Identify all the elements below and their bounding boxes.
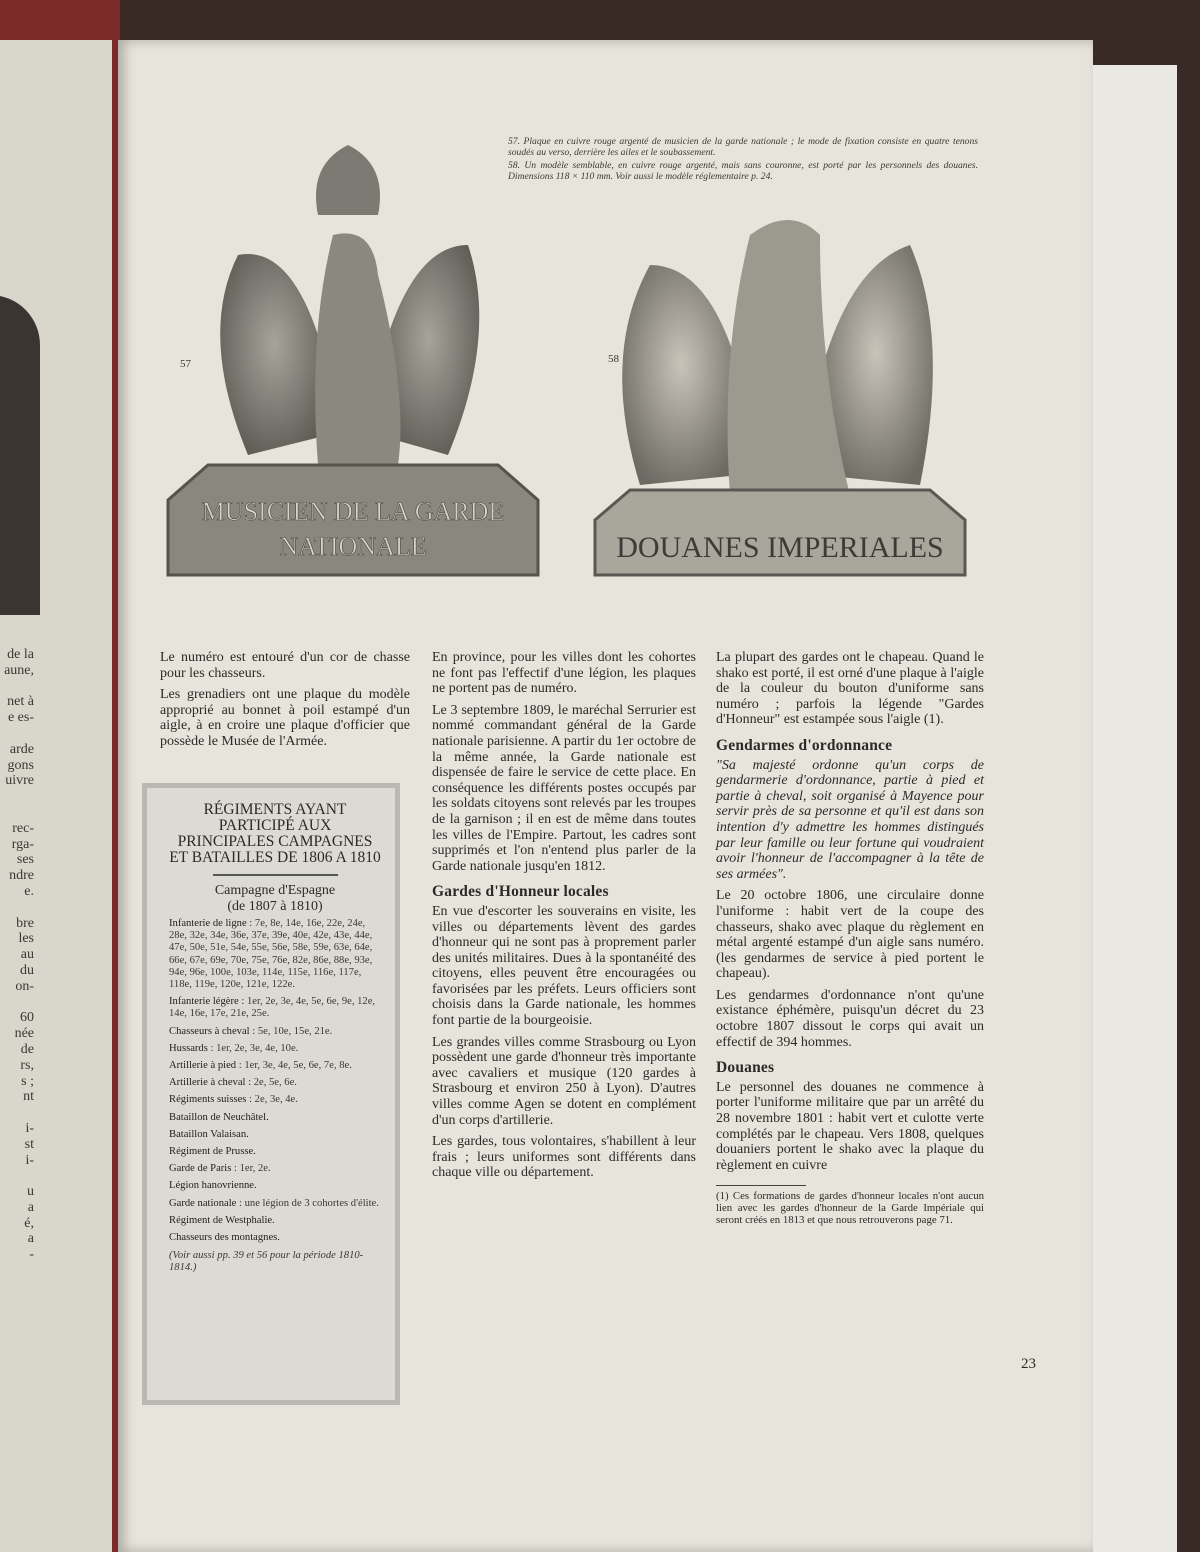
text-fragment: uivre — [5, 773, 34, 789]
regiment-entry — [169, 1043, 381, 1055]
entry-value: : 2e, 3e, 4e. — [246, 1094, 298, 1106]
entry-value: : 1er, 3e, 4e, 5e, 6e, 7e, 8e. — [236, 1060, 352, 1072]
entry-label: Légion hanovrienne. — [169, 1180, 257, 1192]
regiments-sidebar-box — [142, 783, 400, 1405]
text-fragment — [0, 789, 34, 805]
regiment-entry — [169, 996, 381, 1020]
paragraph: Les gardes, tous volontaires, s'habillent à leur frais ; leurs uniformes sont différents dans chaque ville ou département. — [432, 1134, 696, 1181]
entry-label: Bataillon Valaisan. — [169, 1128, 249, 1140]
crown-shape — [316, 145, 380, 215]
regiment-entry — [169, 1146, 381, 1158]
figure-number-58: 58 — [608, 353, 619, 365]
text-fragment: aune, — [4, 662, 34, 678]
text-fragment: arde — [9, 741, 34, 757]
paragraph: Le personnel des douanes ne commence à porter l'uniforme militaire que par un arrêté du 28 novembre 1801 : habit vert et culotte verte complétés par le chapeau. Vers 1808, quelques douaniers portent le shako avec la plaque du règlement en cuivre — [716, 1079, 984, 1173]
right-page — [118, 40, 1093, 1552]
entry-value: : 1er, 2e, 3e, 4e, 10e. — [207, 1042, 299, 1054]
plaque-57-image — [158, 135, 543, 585]
text-fragment: née — [14, 1026, 34, 1042]
text-fragment: gons — [7, 757, 34, 773]
entry-label: Garde nationale — [169, 1197, 237, 1209]
left-page-photo — [0, 295, 40, 615]
entry-value: : une légion de 3 cohortes d'élite. — [236, 1197, 379, 1209]
entry-value: : 5e, 10e, 15e, 21e. — [249, 1025, 333, 1037]
regiment-entry — [169, 1060, 381, 1072]
text-fragment: rs, — [20, 1057, 34, 1073]
text-fragment: ses — [16, 852, 34, 868]
regiment-entry — [169, 1180, 381, 1192]
entry-label: Artillerie à pied — [169, 1060, 237, 1072]
text-fragment: nt — [23, 1089, 34, 1105]
figure-caption — [508, 137, 978, 185]
paragraph: Le 3 septembre 1809, le maréchal Serrurier est nommé commandant général de la Garde nationale parisienne. A partir du 1er octobre de la même année, la Garde nationale est dispensée de faire le service de cette place. En conséquence les différents postes occupés par les soldats citoyens sont relevés par les troupes de la garnison ; il en est de même dans toutes les villes de l'Empire. Partout, les cadres sont supprimés et l'on n'entend plus parler de la Garde nationale jusqu'en 1812. — [432, 702, 696, 874]
text-fragment: i- — [25, 1120, 34, 1136]
entry-value: : 1er, 2e, 3e, 4e, 5e, 6e, 9e, 12e, 14e, 16e, 17e, 21e, 25e. — [169, 996, 376, 1020]
text-fragment: de — [20, 1041, 34, 1057]
entry-label: Régiment de Prusse. — [169, 1146, 256, 1158]
paragraph: Les grenadiers ont une plaque du modèle approprié au bonnet à poil estampé d'un aigle, à en croire une plaque d'officier que possède le Musée de l'Armée. — [160, 687, 410, 749]
text-fragment: on- — [15, 978, 34, 994]
caption-57: 57. Plaque en cuivre rouge argenté de musicien de la garde nationale ; le mode de fixation consiste en quatre tenons soudés au verso, derrière les ailes et le soubassement. — [508, 136, 978, 158]
campaign-title: Campagne d'Espagne — [214, 883, 336, 898]
text-fragment: rec- — [12, 820, 34, 836]
text-fragment: st — [24, 1136, 34, 1152]
text-fragment: e es- — [7, 710, 34, 726]
text-fragment: rga- — [11, 836, 34, 852]
entry-label: Artillerie à cheval — [169, 1077, 246, 1089]
box-note: (Voir aussi pp. 39 et 56 pour la période 1810-1814.) — [169, 1250, 364, 1273]
entry-label: Régiments suisses — [169, 1094, 247, 1106]
regiment-entry — [169, 1129, 381, 1141]
divider — [213, 874, 338, 876]
text-fragment — [0, 995, 34, 1011]
entry-label: Hussards — [169, 1042, 208, 1054]
text-fragment — [0, 900, 34, 916]
left-page-text-fragments — [0, 647, 34, 1263]
text-fragment: - — [29, 1247, 34, 1263]
left-page — [0, 40, 112, 1552]
regiment-entry — [169, 918, 381, 991]
plaque-58-image — [590, 205, 980, 580]
entry-label: Chasseurs des montagnes. — [169, 1232, 280, 1244]
text-fragment: net à — [7, 694, 34, 710]
regiment-entry — [169, 1215, 381, 1227]
inscription-top: MUSICIEN DE LA GARDE — [201, 497, 505, 526]
entry-label: Chasseurs à cheval — [169, 1025, 250, 1037]
column-3 — [716, 650, 984, 1226]
text-fragment: a — [27, 1199, 34, 1215]
regiment-entry — [169, 1094, 381, 1106]
text-fragment: i- — [25, 1152, 34, 1168]
text-fragment: a — [27, 1231, 34, 1247]
regiment-entry — [169, 1163, 381, 1175]
entry-value: : 7e, 8e, 14e, 16e, 22e, 24e, 28e, 32e, 34e, 36e, 37e, 39e, 40e, 42e, 43e, 44e, 47e, 50e, 51e, 54e, 55e, 56e, 58e, 59e, 63e, 64e, 66e, 67e, 69e, 70e, 75e, 76e, 82e, 86e, 88e, 93e, 94e, 96e, 100e, 103e, 114e, 115e, 116e, 117e, 118e, 119e, 120e, 121e, 122e. — [169, 918, 373, 991]
paragraph: Le numéro est entouré d'un cor de chasse pour les chasseurs. — [160, 650, 410, 681]
text-fragment: de la — [7, 647, 34, 662]
text-fragment: du — [20, 962, 34, 978]
text-fragment — [0, 679, 34, 695]
footnote: (1) Ces formations de gardes d'honneur locales n'ont aucun lien avec les gardes d'honneur de la Garde Impériale qui seront créés en 1813 et que nous retrouverons page 71. — [716, 1190, 984, 1226]
text-fragment: s ; — [21, 1073, 34, 1089]
entry-label: Garde de Paris — [169, 1163, 232, 1175]
regiment-entry — [169, 1198, 381, 1210]
regiment-entry — [169, 1077, 381, 1089]
section-heading: Douanes — [716, 1059, 775, 1077]
regiment-entry — [169, 1232, 381, 1244]
entry-label: Régiment de Westphalie. — [169, 1214, 275, 1226]
caption-58: 58. Un modèle semblable, en cuivre rouge argenté, mais sans couronne, est porté par les personnels des douanes. Dimensions 118 × 110 mm. Voir aussi le modèle réglementaire p. 24. — [508, 160, 978, 182]
paragraph: En province, pour les villes dont les cohortes ne font pas l'effectif d'une légion, les plaques ne portent pas de numéro. — [432, 650, 696, 697]
column-2 — [432, 650, 696, 1187]
paragraph: Le 20 octobre 1806, une circulaire donne l'uniforme : habit vert de la coupe des chasseurs, shako avec plaque du règlement en métal argenté estampé d'un aigle sans numéro. (les gendarmes de service à pied portent le chapeau). — [716, 888, 984, 982]
entry-label: Infanterie légère — [169, 996, 239, 1008]
text-fragment: au — [20, 947, 34, 963]
inscription-bottom: NATIONALE — [279, 532, 427, 561]
regiment-list — [169, 918, 381, 1244]
paragraph: La plupart des gardes ont le chapeau. Quand le shako est porté, il est orné d'une plaque à l'aigle de la couleur du bouton d'uniforme sans numéro ; parfois la légende "Gardes d'Honneur" est estampée sous l'aigle (1). — [716, 650, 984, 728]
eagle-left-wing — [220, 254, 328, 455]
figure-number-57: 57 — [180, 358, 191, 370]
text-fragment: 60 — [20, 1010, 34, 1026]
regiment-entry — [169, 1026, 381, 1038]
paragraph: En vue d'escorter les souverains en visite, les villes ou départements lèvent des gardes d'honneur qui ne sont pas à proprement parler des unités militaires. Dues à la spontanéité des citoyens, elles peuvent être encouragées ou favorisées par les préfets. Leurs officiers sont choisis dans la Garde nationale, les hommes font partie de la bourgeoisie. — [432, 903, 696, 1029]
text-fragment: e. — [24, 883, 34, 899]
column-1 — [160, 650, 410, 756]
footnote-divider — [716, 1185, 806, 1186]
regiment-entry — [169, 1112, 381, 1124]
section-heading: Gendarmes d'ordonnance — [716, 736, 893, 754]
eagle-left-wing — [622, 265, 740, 485]
text-fragment: bre — [16, 915, 34, 931]
paragraph: Les grandes villes comme Strasbourg ou Lyon possèdent une garde d'honneur très importante avec cavaliers et musique (120 gardes à Strasbourg et environ 250 à Lyon). D'autres villes comme Agen se dotent en complément d'un corps d'artillerie. — [432, 1034, 696, 1128]
section-heading: Gardes d'Honneur locales — [432, 883, 609, 901]
inscription: DOUANES IMPERIALES — [616, 531, 944, 564]
text-fragment: ndre — [9, 868, 34, 884]
paragraph: Les gendarmes d'ordonnance n'ont qu'une existance éphémère, puisqu'un décret du 23 octobre 1807 dissout le corps qui avait un effectif de 394 hommes. — [716, 987, 984, 1050]
text-fragment: é, — [24, 1215, 34, 1231]
eagle-body — [315, 233, 400, 465]
text-fragment — [0, 805, 34, 821]
entry-label: Bataillon de Neuchâtel. — [169, 1111, 269, 1123]
text-fragment — [0, 1105, 34, 1121]
book-cover-right — [1085, 65, 1177, 1552]
box-title: RÉGIMENTS AYANT PARTICIPÉ AUX PRINCIPALES CAMPAGNES ET BATAILLES DE 1806 A 1810 — [169, 801, 381, 866]
entry-value: : 1er, 2e. — [231, 1163, 271, 1175]
text-fragment: u — [27, 1184, 34, 1200]
text-fragment — [0, 1168, 34, 1184]
campaign-dates: (de 1807 à 1810) — [227, 899, 323, 914]
entry-value: : 2e, 5e, 6e. — [245, 1077, 297, 1089]
text-fragment — [0, 726, 34, 742]
entry-label: Infanterie de ligne — [169, 918, 247, 929]
text-fragment: les — [18, 931, 34, 947]
quote: "Sa majesté ordonne qu'un corps de gendarmerie d'ordonnance, partie à pied et partie à cheval, soit organisé à Mayence pour servir près de sa personne et qu'il est dans son intention d'y admettre les hommes distingués par leur famille ou leur fortune qui voudraient avoir l'honneur de l'accompagner à la tête de ses armées". — [716, 757, 984, 882]
page-number: 23 — [1021, 1356, 1036, 1372]
